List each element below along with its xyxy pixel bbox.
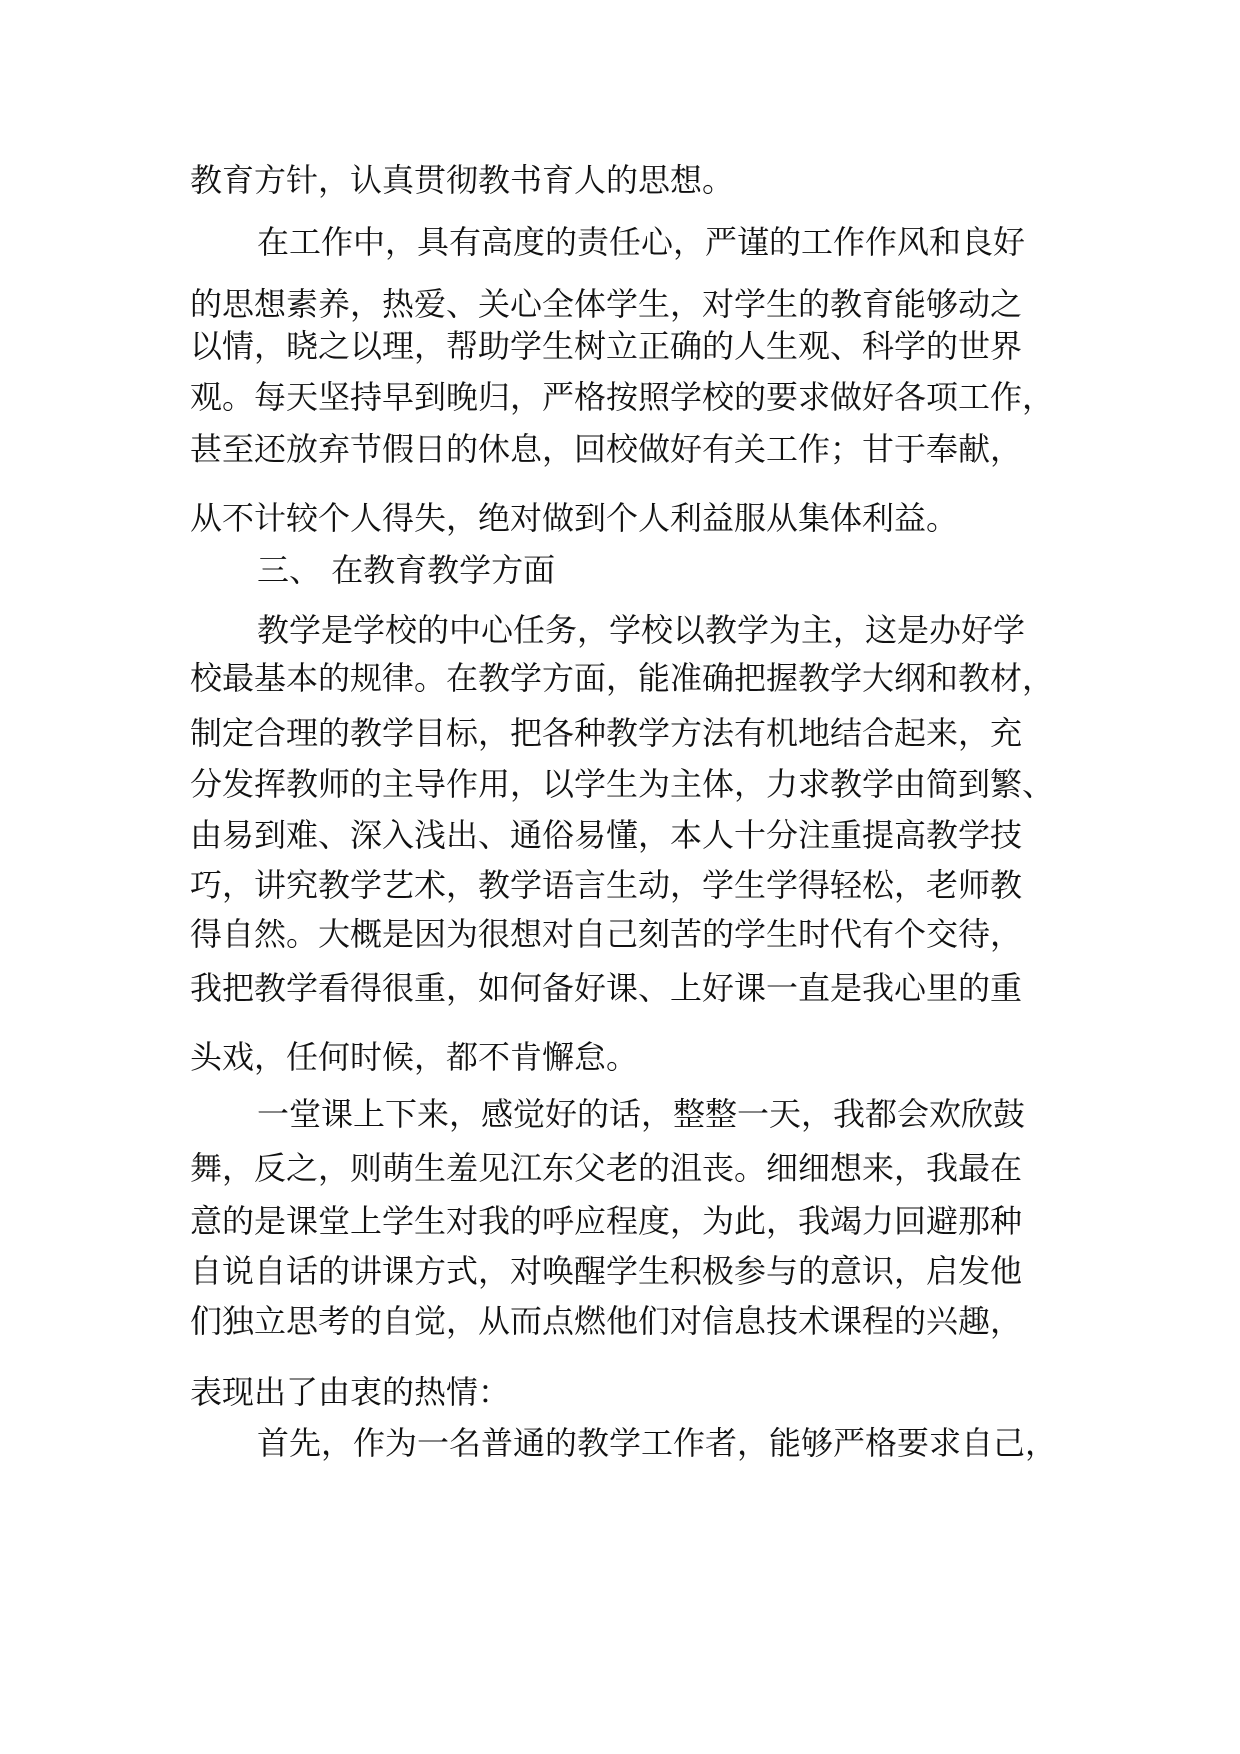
text-line: 表现出了由衷的热情： (190, 1373, 511, 1411)
text-line: 得自然。大概是因为很想对自己刻苦的学生时代有个交待， (190, 915, 1023, 953)
text-line: 分发挥教师的主导作用，以学生为主体，力求教学由简到繁、 (190, 765, 1055, 803)
text-line: 们独立思考的自觉，从而点燃他们对信息技术课程的兴趣， (190, 1302, 1023, 1340)
text-line: 以情，晓之以理，帮助学生树立正确的人生观、科学的世界 (190, 327, 1023, 365)
text-line: 制定合理的教学目标，把各种教学方法有机地结合起来，充 (190, 714, 1023, 752)
text-line: 自说自话的讲课方式，对唤醒学生积极参与的意识，启发他 (190, 1252, 1023, 1290)
text-line: 校最基本的规律。在教学方面，能准确把握教学大纲和教材， (190, 659, 1055, 697)
text-line: 由易到难、深入浅出、通俗易懂，本人十分注重提高教学技 (190, 816, 1023, 854)
text-line: 教学是学校的中心任务，学校以教学为主，这是办好学 (257, 611, 1026, 649)
text-line: 我把教学看得很重，如何备好课、上好课一直是我心里的重 (190, 969, 1023, 1007)
text-line: 巧，讲究教学艺术，教学语言生动，学生学得轻松，老师教 (190, 866, 1023, 904)
text-line: 教育方针，认真贯彻教书育人的思想。 (190, 161, 735, 199)
section-heading: 三、 在教育教学方面 (257, 551, 556, 589)
text-line: 舞，反之，则萌生羞见江东父老的沮丧。细细想来，我最在 (190, 1149, 1023, 1187)
text-line: 从不计较个人得失，绝对做到个人利益服从集体利益。 (190, 499, 959, 537)
text-line: 首先，作为一名普通的教学工作者，能够严格要求自己， (257, 1424, 1058, 1462)
text-line: 在工作中，具有高度的责任心，严谨的工作作风和良好 (257, 223, 1026, 261)
text-line: 头戏，任何时候，都不肯懈怠。 (190, 1038, 639, 1076)
text-line: 甚至还放弃节假日的休息，回校做好有关工作；甘于奉献， (190, 430, 1023, 468)
text-line: 意的是课堂上学生对我的呼应程度，为此，我竭力回避那种 (190, 1202, 1023, 1240)
text-line: 观。每天坚持早到晚归，严格按照学校的要求做好各项工作， (190, 378, 1055, 416)
text-line: 的思想素养，热爱、关心全体学生，对学生的教育能够动之 (190, 285, 1023, 323)
text-line: 一堂课上下来，感觉好的话，整整一天，我都会欢欣鼓 (257, 1095, 1026, 1133)
